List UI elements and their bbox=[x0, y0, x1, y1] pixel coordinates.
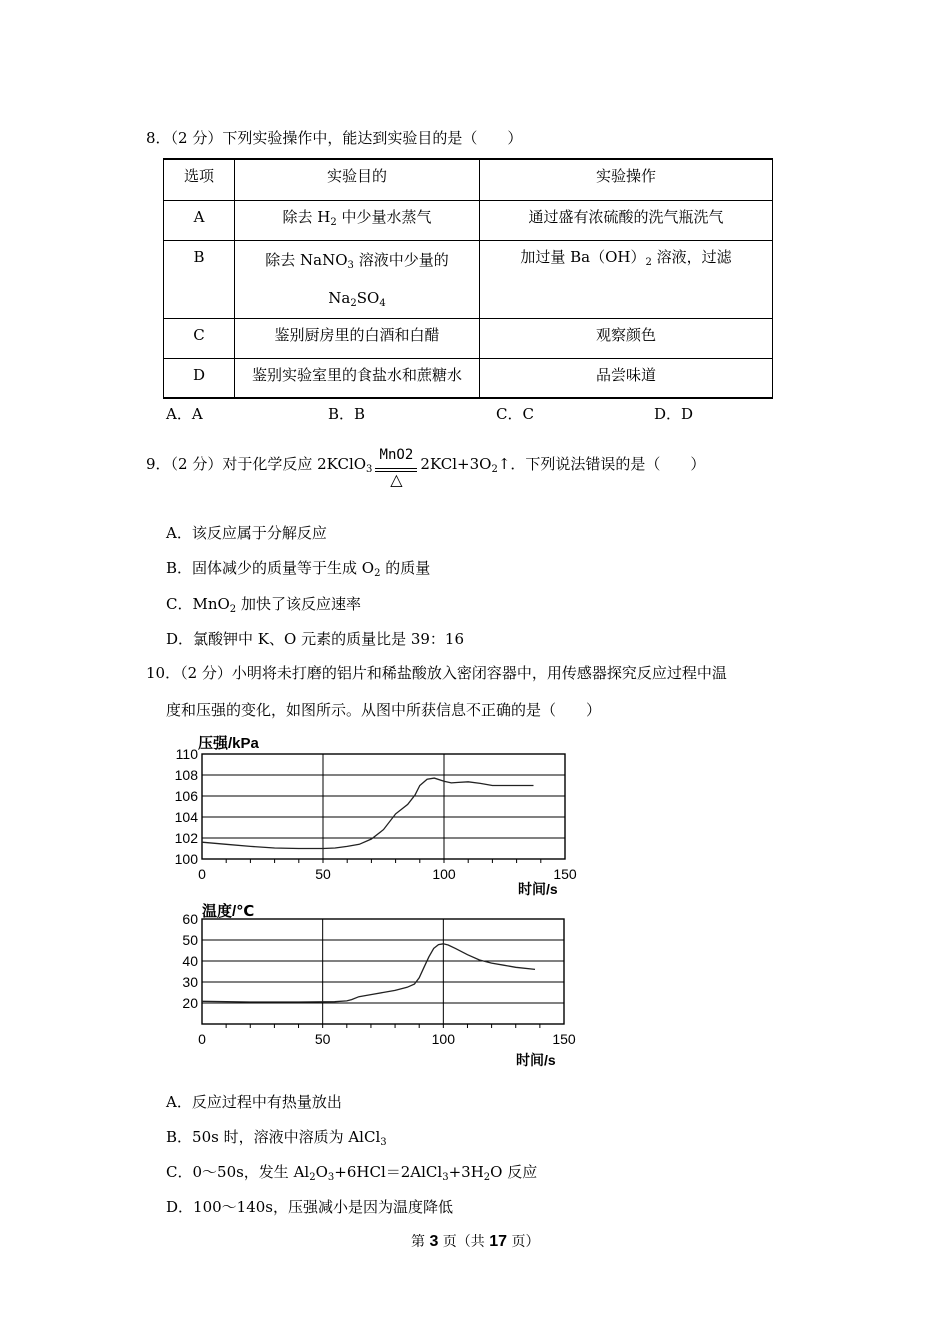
x-tick-label: 100 bbox=[431, 1031, 456, 1047]
option-cell: B bbox=[164, 240, 235, 318]
table-row bbox=[164, 200, 773, 240]
y-tick-label: 50 bbox=[182, 932, 198, 948]
q8-table bbox=[163, 158, 773, 399]
y-tick-label: 106 bbox=[174, 788, 198, 804]
goal-cell: 除去 $H_2$ 中少量水蒸气 bbox=[235, 200, 480, 240]
header-operation: 实验操作 bbox=[480, 159, 773, 200]
y-tick-label: 40 bbox=[182, 953, 198, 969]
header-goal: 实验目的 bbox=[235, 159, 480, 200]
q8-choice-b[interactable]: B．B bbox=[328, 405, 366, 423]
q8-choice-a[interactable]: A．A bbox=[166, 405, 203, 423]
table-row bbox=[164, 358, 773, 398]
header-option: 选项 bbox=[164, 159, 235, 200]
q10-stem-line2: 度和压强的变化，如图所示。从图中所获信息不正确的是（ ） bbox=[166, 701, 602, 719]
q10-stem-line1: 10．（2 分）小明将未打磨的铝片和稀盐酸放入密闭容器中，用传感器探究反应过程中温 bbox=[146, 664, 727, 682]
pressure-xlabel: 时间/s bbox=[518, 881, 558, 897]
table-row bbox=[164, 240, 773, 318]
q9-choice-a[interactable]: A．该反应属于分解反应 bbox=[166, 524, 327, 542]
operation-cell: 通过盛有浓硫酸的洗气瓶洗气 bbox=[480, 200, 773, 240]
temperature-series-line bbox=[202, 944, 535, 1002]
x-tick-label: 50 bbox=[315, 866, 331, 882]
x-tick-label: 0 bbox=[198, 866, 206, 882]
q10-choice-a[interactable]: A．反应过程中有热量放出 bbox=[166, 1093, 342, 1111]
x-tick-label: 100 bbox=[432, 866, 456, 882]
goal-cell: 鉴别实验室里的食盐水和蔗糖水 bbox=[235, 358, 480, 398]
pressure-ylabel: 压强/kPa bbox=[198, 735, 259, 752]
reaction-condition: MnO2 △ bbox=[373, 451, 419, 487]
plot-frame bbox=[202, 754, 565, 859]
y-tick-label: 100 bbox=[174, 851, 198, 867]
x-tick-label: 0 bbox=[198, 1031, 206, 1047]
goal-cell: 鉴别厨房里的白酒和白醋 bbox=[235, 318, 480, 358]
q10-choice-c[interactable]: C．0～50s，发生 $Al_2O_3+6HCl=2AlCl_3+3H_2O$ 反应 bbox=[166, 1163, 538, 1183]
option-cell: C bbox=[164, 318, 235, 358]
operation-cell: 品尝味道 bbox=[480, 358, 773, 398]
temperature-chart bbox=[160, 897, 600, 1072]
page-footer: 第 3 页（共 17 页） bbox=[411, 1233, 540, 1250]
x-tick-label: 50 bbox=[314, 1031, 331, 1047]
goal-cell: 除去 NaNO$_3$ 溶液中少量的 $Na_2SO_4$ bbox=[235, 240, 480, 318]
y-tick-label: 104 bbox=[174, 809, 198, 825]
operation-cell: 观察颜色 bbox=[480, 318, 773, 358]
q10-choice-d[interactable]: D．100～140s，压强减小是因为温度降低 bbox=[166, 1198, 453, 1216]
table-row bbox=[164, 318, 773, 358]
q10-choice-b[interactable]: B．50s 时，溶液中溶质为 AlCl$_3$ bbox=[166, 1128, 387, 1148]
y-tick-label: 108 bbox=[174, 767, 198, 783]
operation-cell: 加过量 $Ba(OH)_2$ 溶液，过滤 bbox=[480, 240, 773, 318]
y-tick-label: 110 bbox=[175, 746, 198, 762]
option-cell: A bbox=[164, 200, 235, 240]
q9-choice-d[interactable]: D．氯酸钾中 K、O 元素的质量比是 39：16 bbox=[166, 630, 465, 648]
q9-choice-b[interactable]: B．固体减少的质量等于生成 $O_2$ 的质量 bbox=[166, 559, 431, 579]
y-tick-label: 20 bbox=[182, 995, 198, 1011]
q9-stem: 9．（2 分）对于化学反应 2KClO$_3$ MnO2 △ $2KCl+3O_2↑$．下列说法错误的是（ ） bbox=[146, 447, 706, 489]
x-tick-label: 150 bbox=[552, 1031, 576, 1047]
x-tick-label: 150 bbox=[553, 866, 577, 882]
plot-frame bbox=[202, 919, 564, 1024]
q9-choice-c[interactable]: C．MnO$_2$ 加快了该反应速率 bbox=[166, 595, 361, 615]
q8-choice-c[interactable]: C．C bbox=[496, 405, 534, 423]
y-tick-label: 102 bbox=[174, 830, 198, 846]
q8-stem: 8．（2 分）下列实验操作中，能达到实验目的是（ ） bbox=[146, 129, 523, 147]
y-tick-label: 30 bbox=[182, 974, 198, 990]
temperature-xlabel: 时间/s bbox=[516, 1052, 556, 1068]
q8-choice-d[interactable]: D．D bbox=[654, 405, 694, 423]
pressure-chart bbox=[160, 728, 600, 900]
temperature-ylabel: 温度/℃ bbox=[202, 903, 255, 920]
option-cell: D bbox=[164, 358, 235, 398]
y-tick-label: 60 bbox=[182, 911, 198, 927]
